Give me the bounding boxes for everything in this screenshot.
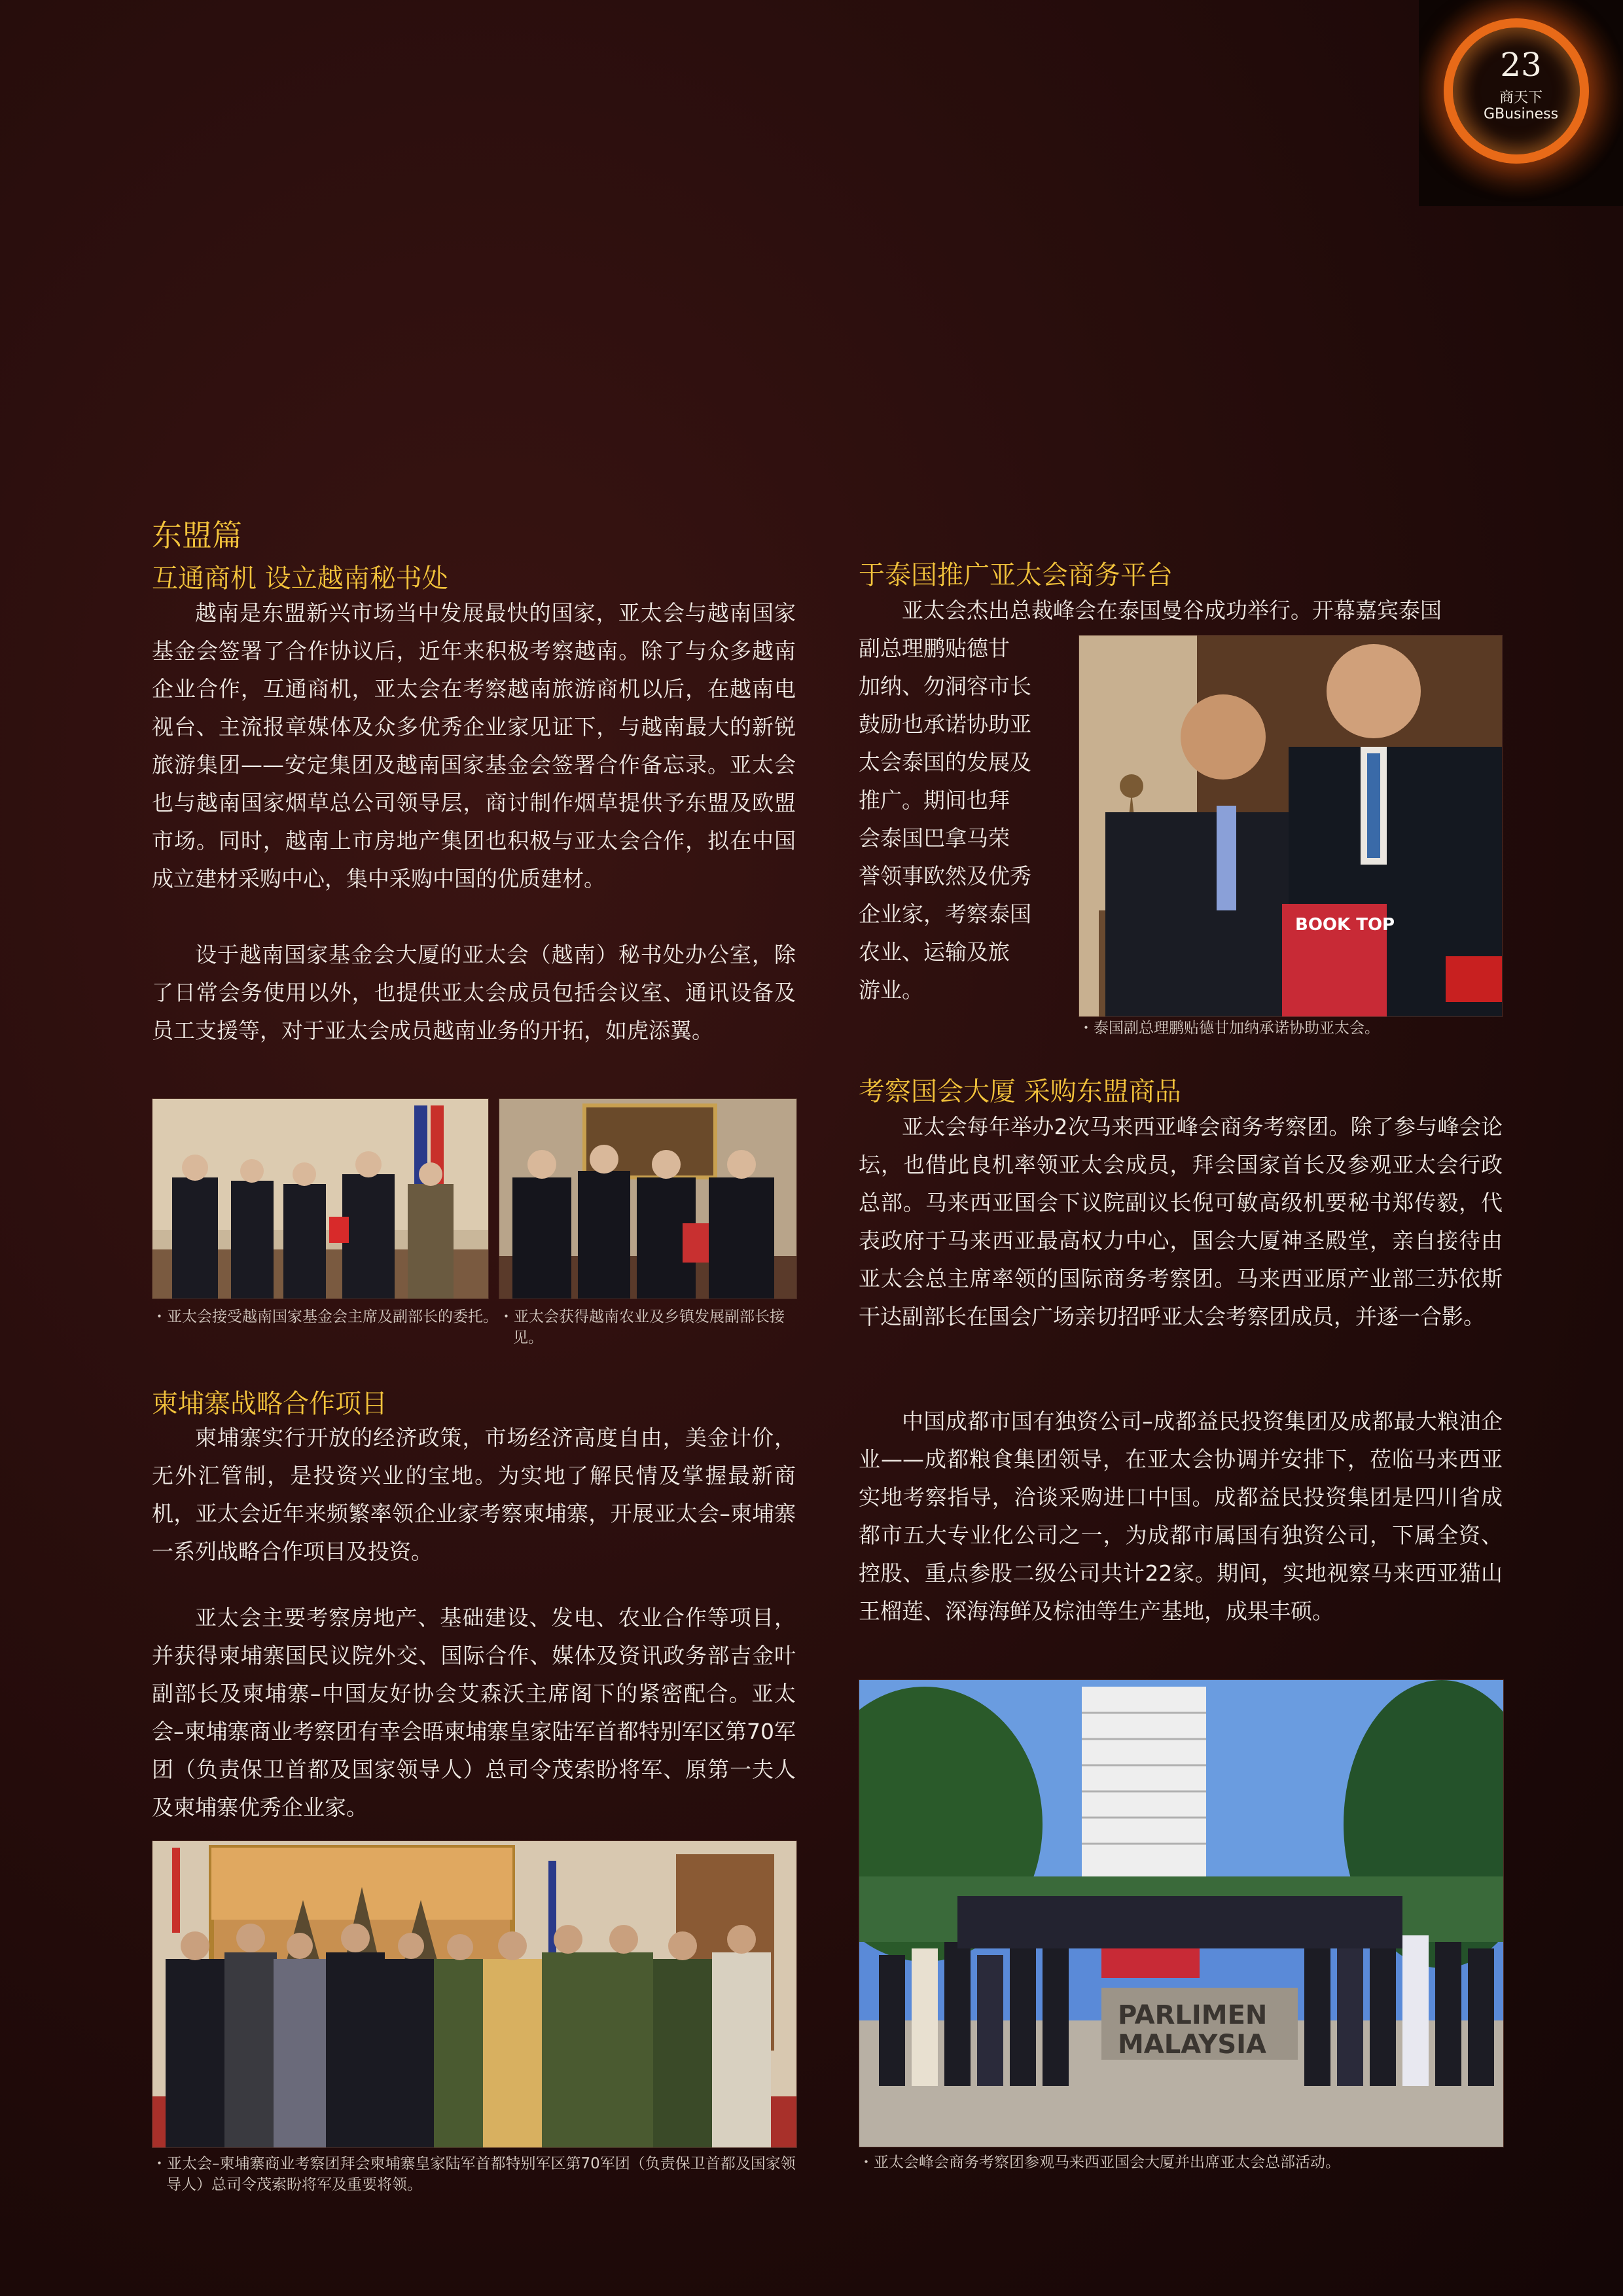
brand-en: GBusiness xyxy=(1483,106,1559,122)
vietnam-heading: 互通商机 设立越南秘书处 xyxy=(152,564,448,594)
malaysia-photo xyxy=(859,1679,1504,2147)
vietnam-caption-2: ・亚太会获得越南农业及乡镇发展副部长接见。 xyxy=(499,1308,785,1346)
thailand-paragraph-lead: 亚太会杰出总裁峰会在泰国曼谷成功举行。开幕嘉宾泰国 xyxy=(902,598,1442,623)
thailand-wrap-line: 推广。期间也拜 xyxy=(859,787,1010,813)
parliament-sign-line1: PARLIMEN xyxy=(1118,2000,1268,2030)
parliament-sign-line2: MALAYSIA xyxy=(1118,2030,1266,2060)
thailand-wrap-line: 太会泰国的发展及 xyxy=(859,749,1031,775)
thailand-paragraph-wrap xyxy=(859,630,1055,1009)
thailand-wrap-line: 副总理鹏贴德甘 xyxy=(859,636,1010,661)
thailand-caption: ・泰国副总理鹏贴德甘加纳承诺协助亚太会。 xyxy=(1079,1020,1380,1037)
thailand-wrap-line: 誉领事欧然及优秀 xyxy=(859,863,1031,889)
book-cover-label: BOOK TOP xyxy=(1295,915,1395,935)
thailand-heading: 于泰国推广亚太会商务平台 xyxy=(859,560,1173,590)
vietnam-photo-2 xyxy=(499,1098,797,1299)
thailand-wrap-line: 会泰国巴拿马荣 xyxy=(859,825,1010,851)
cambodia-photo xyxy=(152,1840,797,2148)
page-number-badge xyxy=(1419,0,1623,206)
vietnam-paragraph-2: 设于越南国家基金会大厦的亚太会（越南）秘书处办公室，除了日常会务使用以外，也提供亚太会成员包括会议室、通讯设备及员工支援等，对于亚太会成员越南业务的开拓，如虎添翼。 xyxy=(152,942,796,1043)
brand-cn: 商天下 xyxy=(1499,90,1543,106)
thailand-wrap-line: 企业家，考察泰国 xyxy=(859,901,1031,927)
thailand-wrap-line: 农业、运输及旅 xyxy=(859,939,1010,965)
vietnam-photo-1 xyxy=(152,1098,489,1299)
thailand-wrap-line: 加纳、勿洞容市长 xyxy=(859,673,1031,699)
malaysia-caption: ・亚太会峰会商务考察团参观马来西亚国会大厦并出席亚太会总部活动。 xyxy=(859,2154,1340,2171)
thailand-photo xyxy=(1079,635,1503,1017)
thailand-wrap-line: 鼓励也承诺协助亚 xyxy=(859,711,1031,737)
vietnam-paragraph-1: 越南是东盟新兴市场当中发展最快的国家，亚太会与越南国家基金会签署了合作协议后，近年来积极考察越南。除了与众多越南企业合作，互通商机，亚太会在考察越南旅游商机以后，在越南电视台、主流报章媒体及众多优秀企业家见证下，与越南最大的新锐旅游集团——安定集团及越南国家基金会签署合作备忘录。亚太会也与越南国家烟草总公司领导层，商讨制作烟草提供予东盟及欧盟市场。同时，越南上市房地产集团也积极与亚太会合作，拟在中国成立建材采购中心，集中采购中国的优质建材。 xyxy=(152,600,796,891)
cambodia-caption: ・亚太会–柬埔寨商业考察团拜会柬埔寨皇家陆军首都特别军区第70军团（负责保卫首都及国家领导人）总司令茂索盼将军及重要将领。 xyxy=(152,2155,796,2193)
cambodia-paragraph-1: 柬埔寨实行开放的经济政策，市场经济高度自由，美金计价，无外汇管制，是投资兴业的宝地。为实地了解民情及掌握最新商机，亚太会近年来频繁率领企业家考察柬埔寨，开展亚太会–柬埔寨一系列战略合作项目及投资。 xyxy=(152,1425,796,1564)
page-number: 23 xyxy=(1500,46,1542,84)
malaysia-paragraph-2: 中国成都市国有独资公司–成都益民投资集团及成都最大粮油企业——成都粮食集团领导，在亚太会协调并安排下，莅临马来西亚实地考察指导，洽谈采购进口中国。成都益民投资集团是四川省成都市五大专业化公司之一，为成都市属国有独资公司，下属全资、控股、重点参股二级公司共计22家。期间，实地视察马来西亚猫山王榴莲、深海海鲜及棕油等生产基地，成果丰硕。 xyxy=(859,1408,1503,1624)
malaysia-heading: 考察国会大厦 采购东盟商品 xyxy=(859,1077,1181,1107)
cambodia-heading: 柬埔寨战略合作项目 xyxy=(152,1389,387,1419)
thailand-wrap-line: 游业。 xyxy=(859,977,923,1003)
malaysia-paragraph-1: 亚太会每年举办2次马来西亚峰会商务考察团。除了参与峰会论坛，也借此良机率领亚太会成员，拜会国家首长及参观亚太会行政总部。马来西亚国会下议院副议长倪可敏高级机要秘书郑传毅，代表政府于马来西亚最高权力中心，国会大厦神圣殿堂，亲自接待由亚太会总主席率领的国际商务考察团。马来西亚原产业部三苏依斯干达副部长在国会广场亲切招呼亚太会考察团成员，并逐一合影。 xyxy=(859,1114,1503,1329)
section-title: 东盟篇 xyxy=(152,518,242,553)
vietnam-caption-1: ・亚太会接受越南国家基金会主席及副部长的委托。 xyxy=(152,1308,498,1325)
cambodia-paragraph-2: 亚太会主要考察房地产、基础建设、发电、农业合作等项目，并获得柬埔寨国民议院外交、国际合作、媒体及资讯政务部吉金叶副部长及柬埔寨–中国友好协会艾森沃主席阁下的紧密配合。亚太会–柬埔寨商业考察团有幸会晤柬埔寨皇家陆军首都特别军区第70军团（负责保卫首都及国家领导人）总司令茂索盼将军、原第一夫人及柬埔寨优秀企业家。 xyxy=(152,1605,796,1820)
